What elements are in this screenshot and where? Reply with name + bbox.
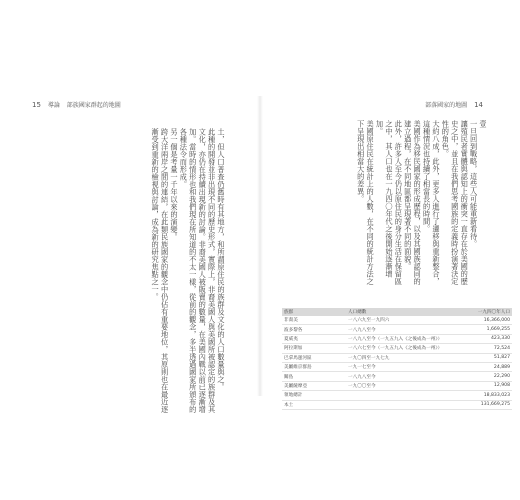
table-cell: 美屬維京群島 bbox=[282, 362, 346, 371]
table-row bbox=[282, 381, 512, 390]
table-cell: 一八九八至今（一九五九入《之後成為一州》） bbox=[346, 334, 444, 343]
table-cell: 22,290 bbox=[444, 372, 512, 381]
population-table bbox=[282, 308, 512, 410]
table-cell bbox=[346, 391, 444, 400]
table-cell: 阿拉斯加 bbox=[282, 344, 346, 353]
left-header-title: 部族國家群起的地圖 bbox=[66, 102, 121, 109]
right-page-header bbox=[425, 100, 488, 109]
right-body-text bbox=[288, 120, 488, 292]
table-cell: 巴拿馬運河區 bbox=[282, 353, 346, 362]
table-cell: 一九〇〇至今 bbox=[346, 381, 444, 390]
left-body-text bbox=[36, 128, 226, 418]
left-header-prefix: 導論 bbox=[47, 102, 60, 109]
right-paragraph: 美國作為移民國家的形成歷程，以及其國族認同的建立過程，在不同地區都呈現著不同的面貌。 bbox=[403, 120, 423, 285]
table-cell: 1,669,255 bbox=[444, 325, 512, 334]
right-paragraph: 壹 bbox=[479, 120, 488, 128]
table-cell: 夏威夷 bbox=[282, 334, 346, 343]
right-page bbox=[260, 0, 520, 500]
left-paragraph: 另一個是考量一千年以來的演變。 bbox=[169, 128, 179, 241]
right-page-number: 14 bbox=[474, 101, 483, 109]
table-header-period: 人口總數 bbox=[346, 308, 444, 316]
table-cell: 一八六九至一九四六 bbox=[346, 316, 444, 325]
right-header-title: 部落國家的地圖 bbox=[425, 102, 468, 109]
table-cell: 一八六七至今（一九五九入《之後成為一州》） bbox=[346, 344, 444, 353]
table-row-subtotal bbox=[282, 391, 512, 400]
table-row-mainland bbox=[282, 400, 512, 409]
table-cell: 一八九八至今 bbox=[346, 372, 444, 381]
table-cell: 423,330 bbox=[444, 334, 512, 343]
left-paragraph: 此種的開發並非出現不同的歷史形式，實際上，非裔美國人與美國所被認定的族群及其文化，亦仍在持續出現新的討論。非裔美國人被販賣的數量，在美國內戰以前已逐漸增加。當時的情形也和我們現在所知道的不太一樣，從前的觀念，多半透過國家所頒布的各種法令而形成。 bbox=[179, 128, 217, 413]
table-cell: 一八九八至今 bbox=[346, 325, 444, 334]
right-paragraph: 此外，許多人至今仍以原住民的身分生活在保留區之中，其人口也在一九四〇年代之後開始逐漸增加。 bbox=[375, 120, 404, 285]
table-row bbox=[282, 334, 512, 343]
table-header-group: 族群 bbox=[282, 308, 346, 316]
table-cell: 美屬薩摩亞 bbox=[282, 381, 346, 390]
table-cell: 領地總計 bbox=[282, 391, 346, 400]
table-cell bbox=[346, 400, 444, 409]
table-cell: 72,524 bbox=[444, 344, 512, 353]
table-row bbox=[282, 316, 512, 325]
table-cell: 24,889 bbox=[444, 362, 512, 371]
left-page-number: 15 bbox=[32, 101, 41, 109]
right-paragraph: 大約八成，此外，更多人進行了遷移與重新整合，這種情況也持續了相當長的時間。 bbox=[422, 120, 441, 285]
table-header-population: 一九四〇年人口 bbox=[444, 308, 512, 316]
table-cell: 一九〇四至一九七九 bbox=[346, 353, 444, 362]
table-cell: 波多黎各 bbox=[282, 325, 346, 334]
table-row bbox=[282, 362, 512, 371]
table-cell: 本土 bbox=[282, 400, 346, 409]
table-cell: 一九一七至今 bbox=[346, 362, 444, 371]
table-cell: 18,833,023 bbox=[444, 391, 512, 400]
table-row bbox=[282, 353, 512, 362]
table-header-row bbox=[282, 308, 512, 316]
right-paragraph: 讓殖民者實體與認知上的衝突一直存在於美國的歷史之中，並且在我們思考國族的定義時扮演著決定性的角色。 bbox=[441, 120, 470, 285]
table-row bbox=[282, 372, 512, 381]
left-paragraph: 土，但人口普查仍舊時有其地方，和所謂原住民的族群及文化的人口數量與之。 bbox=[217, 128, 226, 391]
table-row bbox=[282, 344, 512, 353]
table-cell: 12,908 bbox=[444, 381, 512, 390]
table-cell: 51,827 bbox=[444, 353, 512, 362]
left-paragraph: 跨大洋兩岸之間的連結，在此類民族國家的觀念中仍佔有重要地位，其原則也在最近逐漸受到重新的檢視與討論，成為新的研究焦點之一。 bbox=[151, 128, 170, 413]
table-cell: 關島 bbox=[282, 372, 346, 381]
table-cell: 131,669,275 bbox=[444, 400, 512, 409]
right-paragraph: 一旦回到戰略，這些人可能重新看待。 bbox=[469, 120, 479, 248]
table-cell: 非裔美 bbox=[282, 316, 346, 325]
table-cell: 16,366,000 bbox=[444, 316, 512, 325]
table-row bbox=[282, 325, 512, 334]
right-paragraph: 美國原住民在統計上的人數，在不同的統計方法之下呈現出相當大的差異。 bbox=[356, 120, 376, 285]
left-page-header bbox=[32, 100, 126, 109]
